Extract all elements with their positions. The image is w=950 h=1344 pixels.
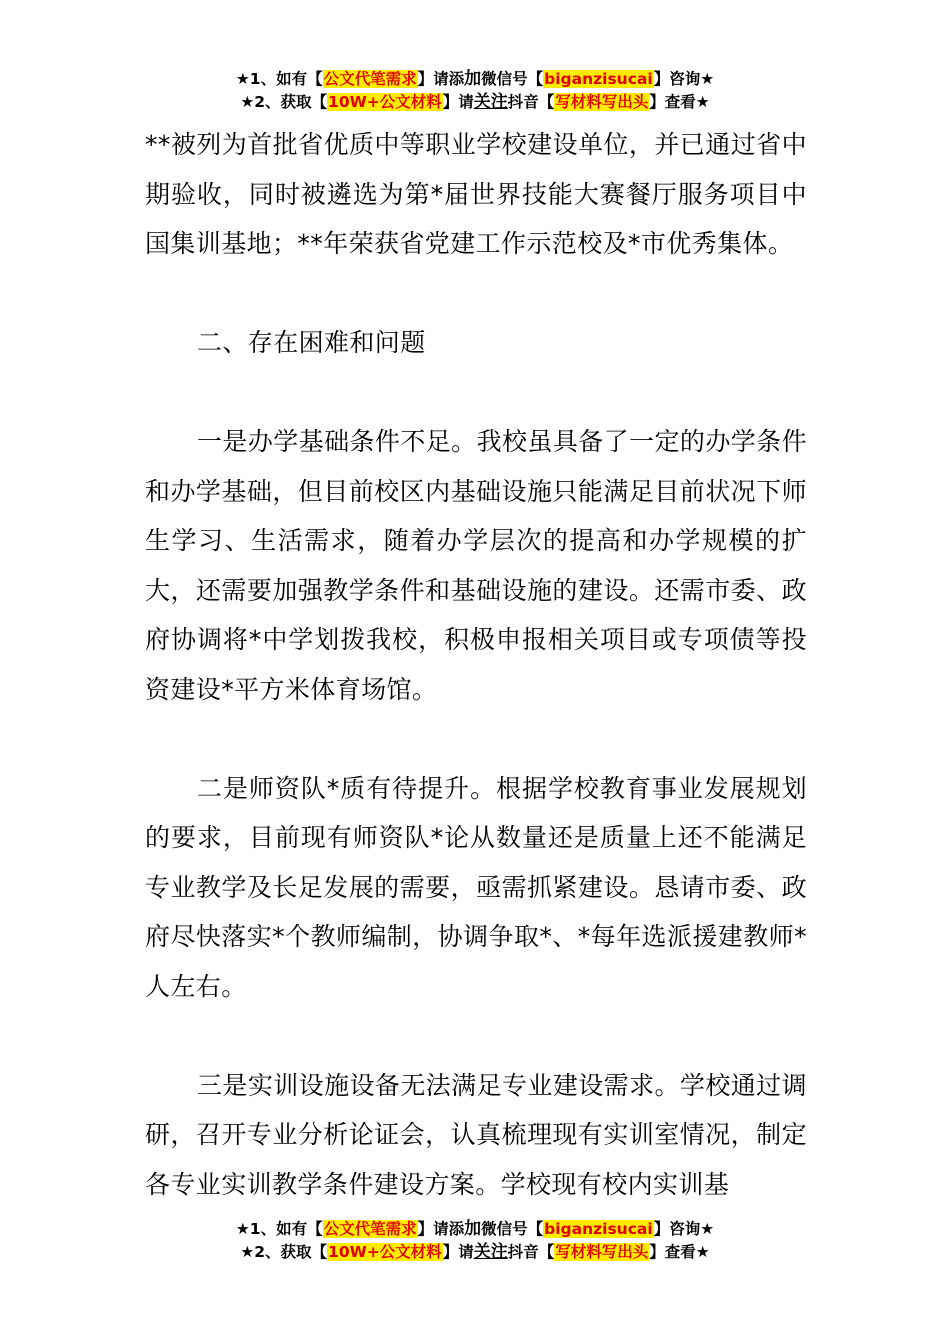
banner-text: 】请 — [442, 1243, 474, 1261]
banner-line-1 — [0, 68, 950, 91]
banner-emphasis: 关注 — [473, 92, 508, 112]
banner-prefix: ★1、如有【 — [235, 1220, 323, 1238]
bottom-banner — [0, 1218, 950, 1264]
banner-text: 】请添 — [417, 70, 465, 88]
banner-prefix: ★1、如有【 — [235, 70, 323, 88]
banner-douyin-id: 写材料写出头 — [555, 1243, 649, 1261]
banner-text: 抖音【 — [507, 93, 555, 111]
paragraph-infrastructure: 一是办学基础条件不足。我校虽具备了一定的办学条件和办学基础，但目前校区内基础设施只能满足目前状况下师生学习、生活需求，随着办学层次的提高和办学规模的扩大，还需要加强教学条件和基础设施的建设。还需市委、政府协调将*中学划拨我校，积极申报相关项目或专项债等投资建设*平方米体育场馆。 — [145, 427, 807, 704]
banner-text: 抖音【 — [507, 1243, 555, 1261]
banner-text: 】请添 — [417, 1220, 465, 1238]
paragraph-teaching-staff: 二是师资队*质有待提升。根据学校教育事业发展规划的要求，目前现有师资队*论从数量还是质量上还不能满足专业教学及长足发展的需要，亟需抓紧建设。恳请市委、政府尽快落实*个教师编制，协调争取*、*每年选派援建教师*人左右。 — [145, 773, 807, 1001]
banner-text: 】请 — [442, 93, 474, 111]
banner-highlight: 10W+公文材料 — [328, 1243, 442, 1261]
paragraph-achievements: **被列为首批省优质中等职业学校建设单位，并已通过省中期验收，同时被遴选为第*届世界技能大赛餐厅服务项目中国集训基地；**年荣获省党建工作示范校及*市优秀集体。 — [145, 130, 807, 258]
banner-emphasis: 关注 — [473, 1242, 508, 1262]
paragraph-training-facilities: 三是实训设施设备无法满足专业建设需求。学校通过调研，召开专业分析论证会，认真梳理现有实训室情况，制定各专业实训教学条件建设方案。学校现有校内实训基 — [145, 1070, 807, 1199]
banner-suffix: 】查看★ — [649, 1243, 710, 1261]
top-banner — [0, 68, 950, 114]
banner-emphasis: 加 — [464, 69, 482, 89]
banner-highlight: 公文代笔需求 — [323, 70, 417, 88]
banner-line-2 — [0, 1241, 950, 1264]
banner-prefix: ★2、获取【 — [240, 93, 328, 111]
banner-suffix: 】咨询★ — [653, 70, 715, 88]
banner-suffix: 】咨询★ — [653, 1220, 715, 1238]
banner-highlight: 公文代笔需求 — [323, 1220, 417, 1238]
banner-douyin-id: 写材料写出头 — [555, 93, 649, 111]
banner-text: 微信号【 — [481, 70, 544, 88]
banner-highlight: 10W+公文材料 — [328, 93, 442, 111]
banner-text: 微信号【 — [481, 1220, 544, 1238]
banner-line-1 — [0, 1218, 950, 1241]
section-heading: 二、存在困难和问题 — [197, 328, 426, 357]
banner-emphasis: 加 — [464, 1219, 482, 1239]
banner-wechat-id: biganzisucai — [544, 1220, 653, 1238]
banner-wechat-id: biganzisucai — [544, 70, 653, 88]
banner-line-2 — [0, 91, 950, 114]
banner-prefix: ★2、获取【 — [240, 1243, 328, 1261]
banner-suffix: 】查看★ — [649, 93, 710, 111]
document-body — [145, 120, 807, 1209]
